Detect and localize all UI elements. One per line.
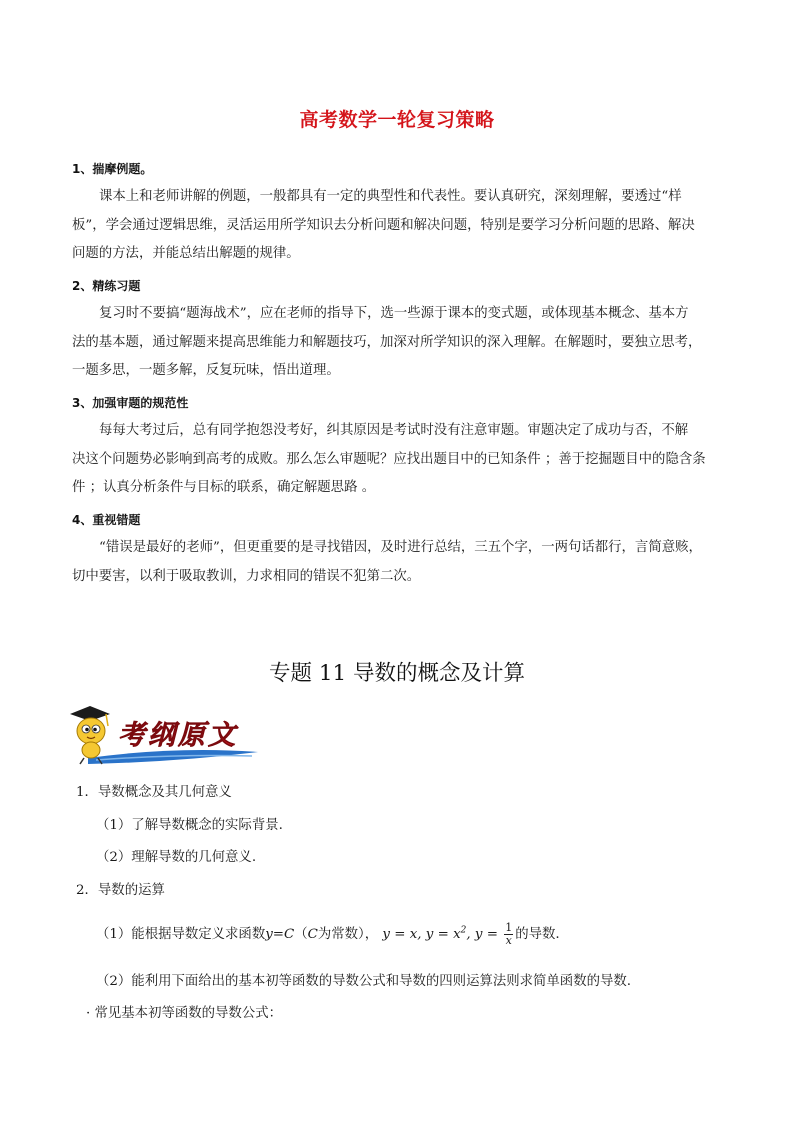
math-exponent: 2: [460, 925, 467, 936]
fraction-numerator: 1: [505, 921, 513, 934]
paragraph-line: 法的基本题，通过解题来提高思维能力和解题技巧，加深对所学知识的深入理解。在解题时，要独立思考，: [72, 334, 702, 350]
section-paragraph-1: [72, 183, 726, 269]
section-heading-2: 2、精练习题: [72, 279, 141, 293]
outline-item-1-1: （1）了解导数概念的实际背景.: [96, 818, 283, 833]
mascot-icon: [66, 700, 266, 766]
paragraph-line: 一题多思，一题多解，反复玩味，悟出道理。: [72, 363, 340, 378]
outline-item-1-2: （2）理解导数的几何意义.: [96, 850, 257, 865]
outline-item-2: 2．导数的运算: [76, 883, 165, 898]
math-expression: y = x, y = x: [382, 927, 461, 942]
outline-text: 的导数.: [515, 927, 560, 942]
math-expression: y=C: [265, 927, 295, 942]
section-paragraph-4: [72, 534, 726, 591]
section-heading-3: 3、加强审题的规范性: [72, 396, 189, 410]
section-heading-1: 1、揣摩例题。: [72, 162, 153, 176]
banner-title: 考纲原文: [118, 720, 238, 751]
paragraph-line: 板”，学会通过逻辑思维，灵活运用所学知识去分析问题和解决问题，特别是要学习分析问题的思路、解决: [72, 217, 695, 233]
section-paragraph-2: [72, 300, 726, 386]
math-expression: , y =: [466, 927, 498, 942]
outline-item-2-1: [96, 922, 560, 947]
syllabus-banner: [66, 700, 266, 766]
outline-item-2-2: （2）能利用下面给出的基本初等函数的导数公式和导数的四则运算法则求简单函数的导数.: [96, 974, 632, 989]
math-fraction: [504, 922, 513, 947]
paragraph-line: 件 ；认真分析条件与目标的联系，确定解题思路 。: [72, 480, 376, 495]
paragraph-line: 问题的方法，并能总结出解题的规律。: [72, 246, 300, 261]
outline-text: （1）能根据导数定义求函数: [96, 927, 266, 942]
paragraph-line: 每每大考过后，总有同学抱怨没考好，纠其原因是考试时没有注意审题。审题决定了成功与否，不解: [99, 423, 689, 438]
fraction-denominator: x: [505, 934, 512, 947]
paragraph-line: 切中要害，以利于吸取教训，力求相同的错误不犯第二次。: [72, 568, 421, 584]
topic-title: 专题 11 导数的概念及计算: [268, 661, 526, 686]
paragraph-line: 复习时不要搞“题海战术”，应在老师的指导下，选一些源于课本的变式题，或体现基本概念、基本方: [99, 306, 689, 321]
outline-bullet: · 常见基本初等函数的导数公式：: [86, 1006, 282, 1021]
math-variable: C: [307, 927, 318, 942]
paragraph-line: “错误是最好的老师”，但更重要的是寻找错因，及时进行总结，三五个字，一两句话都行，言简意赅，: [99, 540, 702, 555]
outline-item-1: 1．导数概念及其几何意义: [76, 785, 232, 800]
outline-text: （: [294, 927, 308, 942]
section-paragraph-3: [72, 417, 726, 503]
outline-text: 为常数），: [317, 927, 379, 942]
paragraph-line: 决这个问题势必影响到高考的成败。那么怎么审题呢？应找出题目中的已知条件 ；善于挖掘题目中的隐含条: [72, 451, 706, 467]
section-heading-4: 4、重视错题: [72, 513, 141, 527]
page-title: 高考数学一轮复习策略: [299, 109, 495, 131]
paragraph-line: 课本上和老师讲解的例题，一般都具有一定的典型性和代表性。要认真研究，深刻理解，要透过“样: [99, 189, 682, 204]
